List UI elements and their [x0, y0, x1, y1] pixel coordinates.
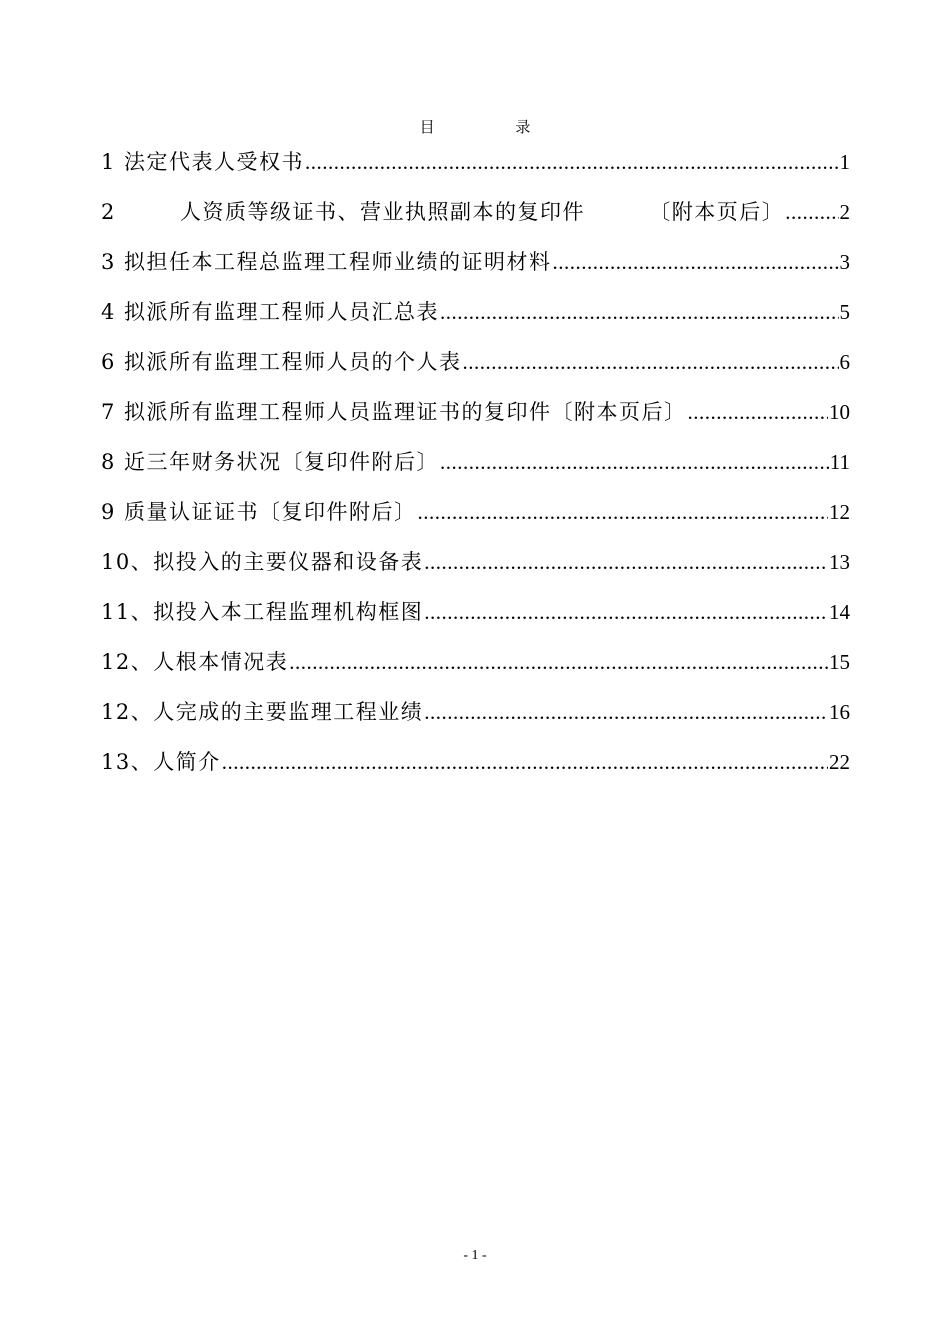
- toc-leader-dots: [553, 243, 839, 281]
- toc-entry-page: 2: [839, 200, 850, 224]
- toc-entry-page: 10: [829, 400, 850, 424]
- toc-entry-page: 13: [829, 550, 850, 574]
- toc-entry-page: 11: [829, 450, 850, 474]
- toc-leader-dots: [289, 643, 828, 681]
- toc-entry-page: 3: [839, 250, 850, 274]
- toc-entry-page: 6: [839, 350, 850, 374]
- toc-entry[interactable]: [101, 443, 850, 493]
- toc-entry-text: 7 拟派所有监理工程师人员监理证书的复印件〔附本页后〕: [101, 400, 687, 424]
- toc-entry[interactable]: [101, 343, 850, 393]
- toc-leader-dots: [424, 693, 828, 731]
- toc-entry-text: 3 拟担任本工程总监理工程师业绩的证明材料: [101, 250, 552, 274]
- toc-leader-dots: [418, 493, 828, 531]
- toc-entry-page: 12: [829, 500, 850, 524]
- toc-entry-page: 15: [829, 650, 850, 674]
- page-number: - 1 -: [463, 1248, 487, 1263]
- toc-entry-text: 6 拟派所有监理工程师人员的个人表: [101, 350, 462, 374]
- toc-leader-dots: [785, 193, 838, 231]
- toc-leader-dots: [688, 393, 828, 431]
- toc-entry[interactable]: [101, 143, 850, 193]
- toc-entry-text: 12、人根本情况表: [101, 650, 289, 674]
- toc-leader-dots: [463, 343, 839, 381]
- toc-entry[interactable]: [101, 493, 850, 543]
- toc-entry-text: 8 近三年财务状况〔复印件附后〕: [101, 450, 440, 474]
- toc-leader-dots: [305, 143, 838, 181]
- toc-entry-page: 1: [839, 150, 850, 174]
- toc-entry-text: 2 人资质等级证书、营业执照副本的复印件 〔附本页后〕: [101, 200, 785, 224]
- toc-entry[interactable]: [101, 393, 850, 443]
- toc-entry[interactable]: [101, 243, 850, 293]
- toc-leader-dots: [440, 443, 829, 481]
- toc-entry-page: 22: [829, 750, 850, 774]
- toc-entry-text: 9 质量认证证书〔复印件附后〕: [101, 500, 417, 524]
- toc-entry[interactable]: [101, 293, 850, 343]
- toc-entry[interactable]: [101, 193, 850, 243]
- toc-entry-page: 14: [829, 600, 850, 624]
- toc-entry-page: 5: [839, 300, 850, 324]
- toc-entry[interactable]: [101, 693, 850, 743]
- toc-entry-text: 4 拟派所有监理工程师人员汇总表: [101, 300, 440, 324]
- toc-entry-text: 11、拟投入本工程监理机构框图: [101, 600, 424, 624]
- toc-entry[interactable]: [101, 543, 850, 593]
- toc-entry-text: 13、人简介: [101, 750, 221, 774]
- toc-entry[interactable]: [101, 593, 850, 643]
- toc-entry-text: 1 法定代表人受权书: [101, 150, 305, 174]
- toc-leader-dots: [424, 593, 828, 631]
- toc-title: 目 录: [419, 118, 569, 136]
- toc-entry[interactable]: [101, 743, 850, 793]
- toc-entry[interactable]: [101, 643, 850, 693]
- toc-list: [101, 143, 850, 793]
- toc-entry-text: 10、拟投入的主要仪器和设备表: [101, 550, 424, 574]
- toc-leader-dots: [424, 543, 828, 581]
- toc-entry-text: 12、人完成的主要监理工程业绩: [101, 700, 424, 724]
- toc-leader-dots: [440, 293, 838, 331]
- toc-entry-page: 16: [829, 700, 850, 724]
- toc-leader-dots: [222, 743, 828, 781]
